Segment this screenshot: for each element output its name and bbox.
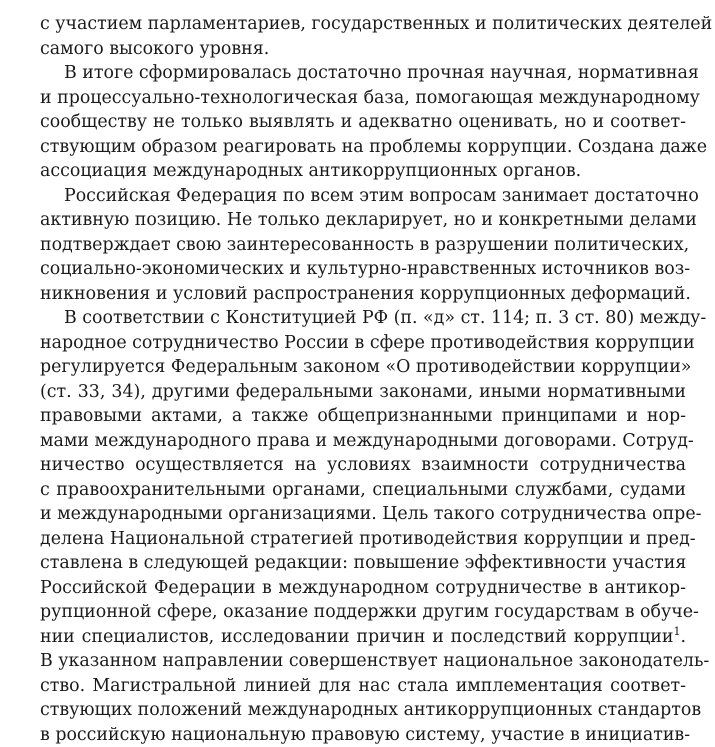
text-line [40, 355, 686, 380]
text-line [40, 576, 686, 601]
line-text: самого высокого уровня. [40, 39, 269, 59]
text-line [40, 12, 686, 37]
text-line [40, 649, 686, 674]
text-line [40, 502, 686, 527]
line-text: с участием парламентариев, государственных и политических деятелей [40, 14, 712, 34]
line-text: делена Национальной стратегией противодействия коррупции и пред- [40, 529, 696, 549]
text-line [40, 135, 686, 160]
text-line [40, 331, 686, 356]
text-line [40, 159, 686, 184]
line-text: ассоциация международных антикоррупционных органов. [40, 161, 581, 181]
line-text: В итоге сформировалась достаточно прочная научная, нормативная [64, 63, 699, 83]
text-line [40, 184, 686, 209]
text-line [40, 674, 686, 699]
line-text: Российской Федерации в международном сотрудничестве в антикор- [40, 578, 686, 598]
text-line [40, 257, 686, 282]
line-text: нии специалистов, исследовании причин и последствий коррупции [40, 627, 673, 647]
text-line [40, 723, 686, 747]
body-text [40, 12, 686, 747]
line-text: в российскую национальную правовую систему, участие в инициатив- [40, 725, 690, 745]
text-line [40, 478, 686, 503]
line-text: сообществу не только выявлять и адекватно оценивать, но и соответ- [40, 112, 686, 132]
text-line [40, 600, 686, 625]
text-line [40, 551, 686, 576]
text-line [40, 453, 686, 478]
line-text: Российская Федерация по всем этим вопросам занимает достаточно [64, 186, 699, 206]
text-line [40, 306, 686, 331]
text-line [40, 208, 686, 233]
text-line [40, 282, 686, 307]
line-text: социально-экономических и культурно-нравственных источников воз- [40, 259, 690, 279]
text-line [40, 110, 686, 135]
line-tail: . [680, 627, 686, 647]
text-line [40, 625, 686, 650]
line-text: и международными организациями. Цель такого сотрудничества опре- [40, 504, 701, 524]
line-text: с правоохранительными органами, специальными службами, судами [40, 480, 686, 500]
line-text: (ст. 33, 34), другими федеральными законами, иными нормативными [40, 382, 686, 402]
line-text: ставлена в следующей редакции: повышение эффективности участия [40, 553, 686, 573]
text-line [40, 61, 686, 86]
line-text: активную позицию. Не только декларирует, но и конкретными делами [40, 210, 697, 230]
line-text: регулируется Федеральным законом «О противодействии коррупции» [40, 357, 691, 377]
text-line [40, 380, 686, 405]
line-text: ничество осуществляется на условиях взаимности сотрудничества [40, 455, 686, 475]
line-text: ство. Магистральной линией для нас стала имплементация соответ- [40, 676, 686, 696]
line-text: и процессуально-технологическая база, помогающая международному [40, 88, 700, 108]
text-line [40, 404, 686, 429]
text-line [40, 698, 686, 723]
text-line [40, 37, 686, 62]
line-text: В указанном направлении совершенствует национальное законодатель- [40, 651, 709, 671]
text-line [40, 86, 686, 111]
line-text: мами международного права и международными договорами. Сотруд- [40, 431, 694, 451]
footnote-marker[interactable]: 1 [673, 625, 680, 638]
document-page [40, 12, 686, 747]
text-line [40, 527, 686, 552]
line-text: народное сотрудничество России в сфере противодействия коррупции [40, 333, 695, 353]
line-text: никновения и условий распространения коррупционных деформаций. [40, 284, 691, 304]
line-text: подтверждает свою заинтересованность в разрушении политических, [40, 235, 689, 255]
line-text: ствующим образом реагировать на проблемы коррупции. Создана даже [40, 137, 707, 157]
line-text: правовыми актами, а также общепризнанными принципами и нор- [40, 406, 686, 426]
line-text: В соответствии с Конституцией РФ (п. «д» ст. 114; п. 3 ст. 80) между- [64, 308, 706, 328]
line-text: ствующих положений международных антикоррупционных стандартов [40, 700, 701, 720]
line-text: рупционной сфере, оказание поддержки другим государствам в обуче- [40, 602, 699, 622]
text-line [40, 429, 686, 454]
text-line [40, 233, 686, 258]
